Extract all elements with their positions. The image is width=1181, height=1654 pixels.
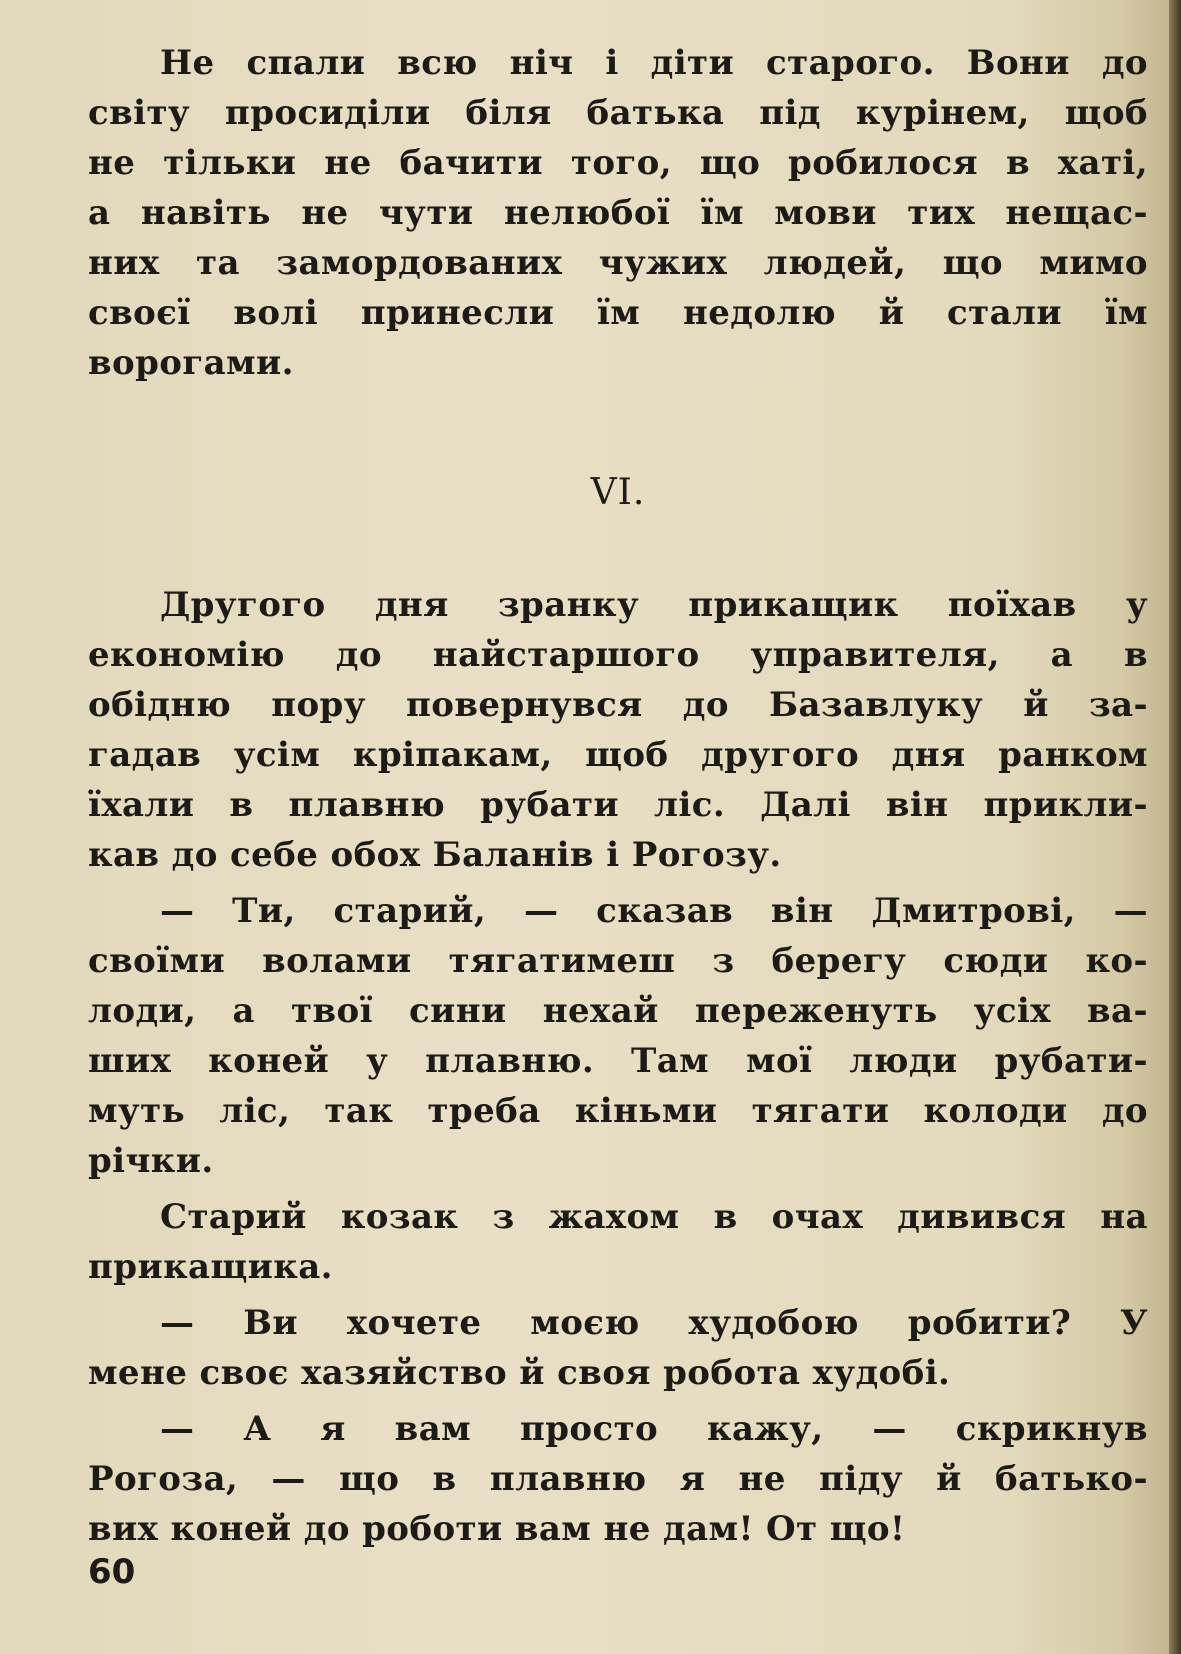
text-line: своєї волі принесли їм недолю й стали їм [88,293,1148,333]
paragraph-3 [88,886,1148,1186]
text-line: — А я вам просто кажу, — скрикнув [160,1409,1148,1449]
text-line: муть ліс, так треба кіньми тягати колоди до [88,1091,1148,1131]
paragraph-2 [88,580,1148,880]
text-line: них та замордованих чужих людей, що мимо [88,243,1148,283]
paragraph-5 [88,1298,1148,1398]
text-line: а навіть не чути нелюбої їм мови тих нещас- [88,193,1148,233]
text-line: ших коней у плавню. Там мої люди рубати- [88,1041,1148,1081]
text-line: прикащика. [88,1247,333,1287]
text-line: вих коней до роботи вам не дам! От що! [88,1509,906,1549]
text-line: економію до найстаршого управителя, а в [88,635,1148,675]
text-line: їхали в плавню рубати ліс. Далі він прикли- [88,785,1148,825]
paragraph-4 [88,1192,1148,1292]
text-line: Не спали всю ніч і діти старого. Вони до [160,43,1148,83]
text-line: річки. [88,1141,214,1181]
text-line: кав до себе обох Баланів і Рогозу. [88,835,782,875]
text-line: світу просиділи біля батька під курінем, щоб [88,93,1148,133]
text-line: ворогами. [88,343,294,383]
text-line: мене своє хазяйство й своя робота худобі. [88,1353,951,1393]
text-line: обідню пору повернувся до Базавлуку й за- [88,685,1148,725]
paragraph-1 [88,38,1148,388]
page-number: 60 [88,1552,136,1592]
text-column [88,38,1148,1554]
book-gutter [1169,0,1181,1654]
text-line: лоди, а твої сини нехай переженуть усіх ва- [88,991,1148,1031]
text-line: не тільки не бачити того, що робилося в хаті, [88,143,1148,183]
text-line: своїми волами тягатимеш з берегу сюди ко- [88,941,1148,981]
text-line: Другого дня зранку прикащик поїхав у [160,585,1148,625]
text-line: — Ти, старий, — сказав він Дмитрові, — [160,891,1148,931]
paragraph-6 [88,1404,1148,1554]
chapter-heading: VI. [590,472,646,513]
text-line: — Ви хочете моєю худобою робити? У [160,1303,1148,1343]
text-line: Рогоза, — що в плавню я не піду й батько- [88,1459,1148,1499]
text-line: гадав усім кріпакам, щоб другого дня ранком [88,735,1148,775]
text-line: Старий козак з жахом в очах дивився на [160,1197,1148,1237]
